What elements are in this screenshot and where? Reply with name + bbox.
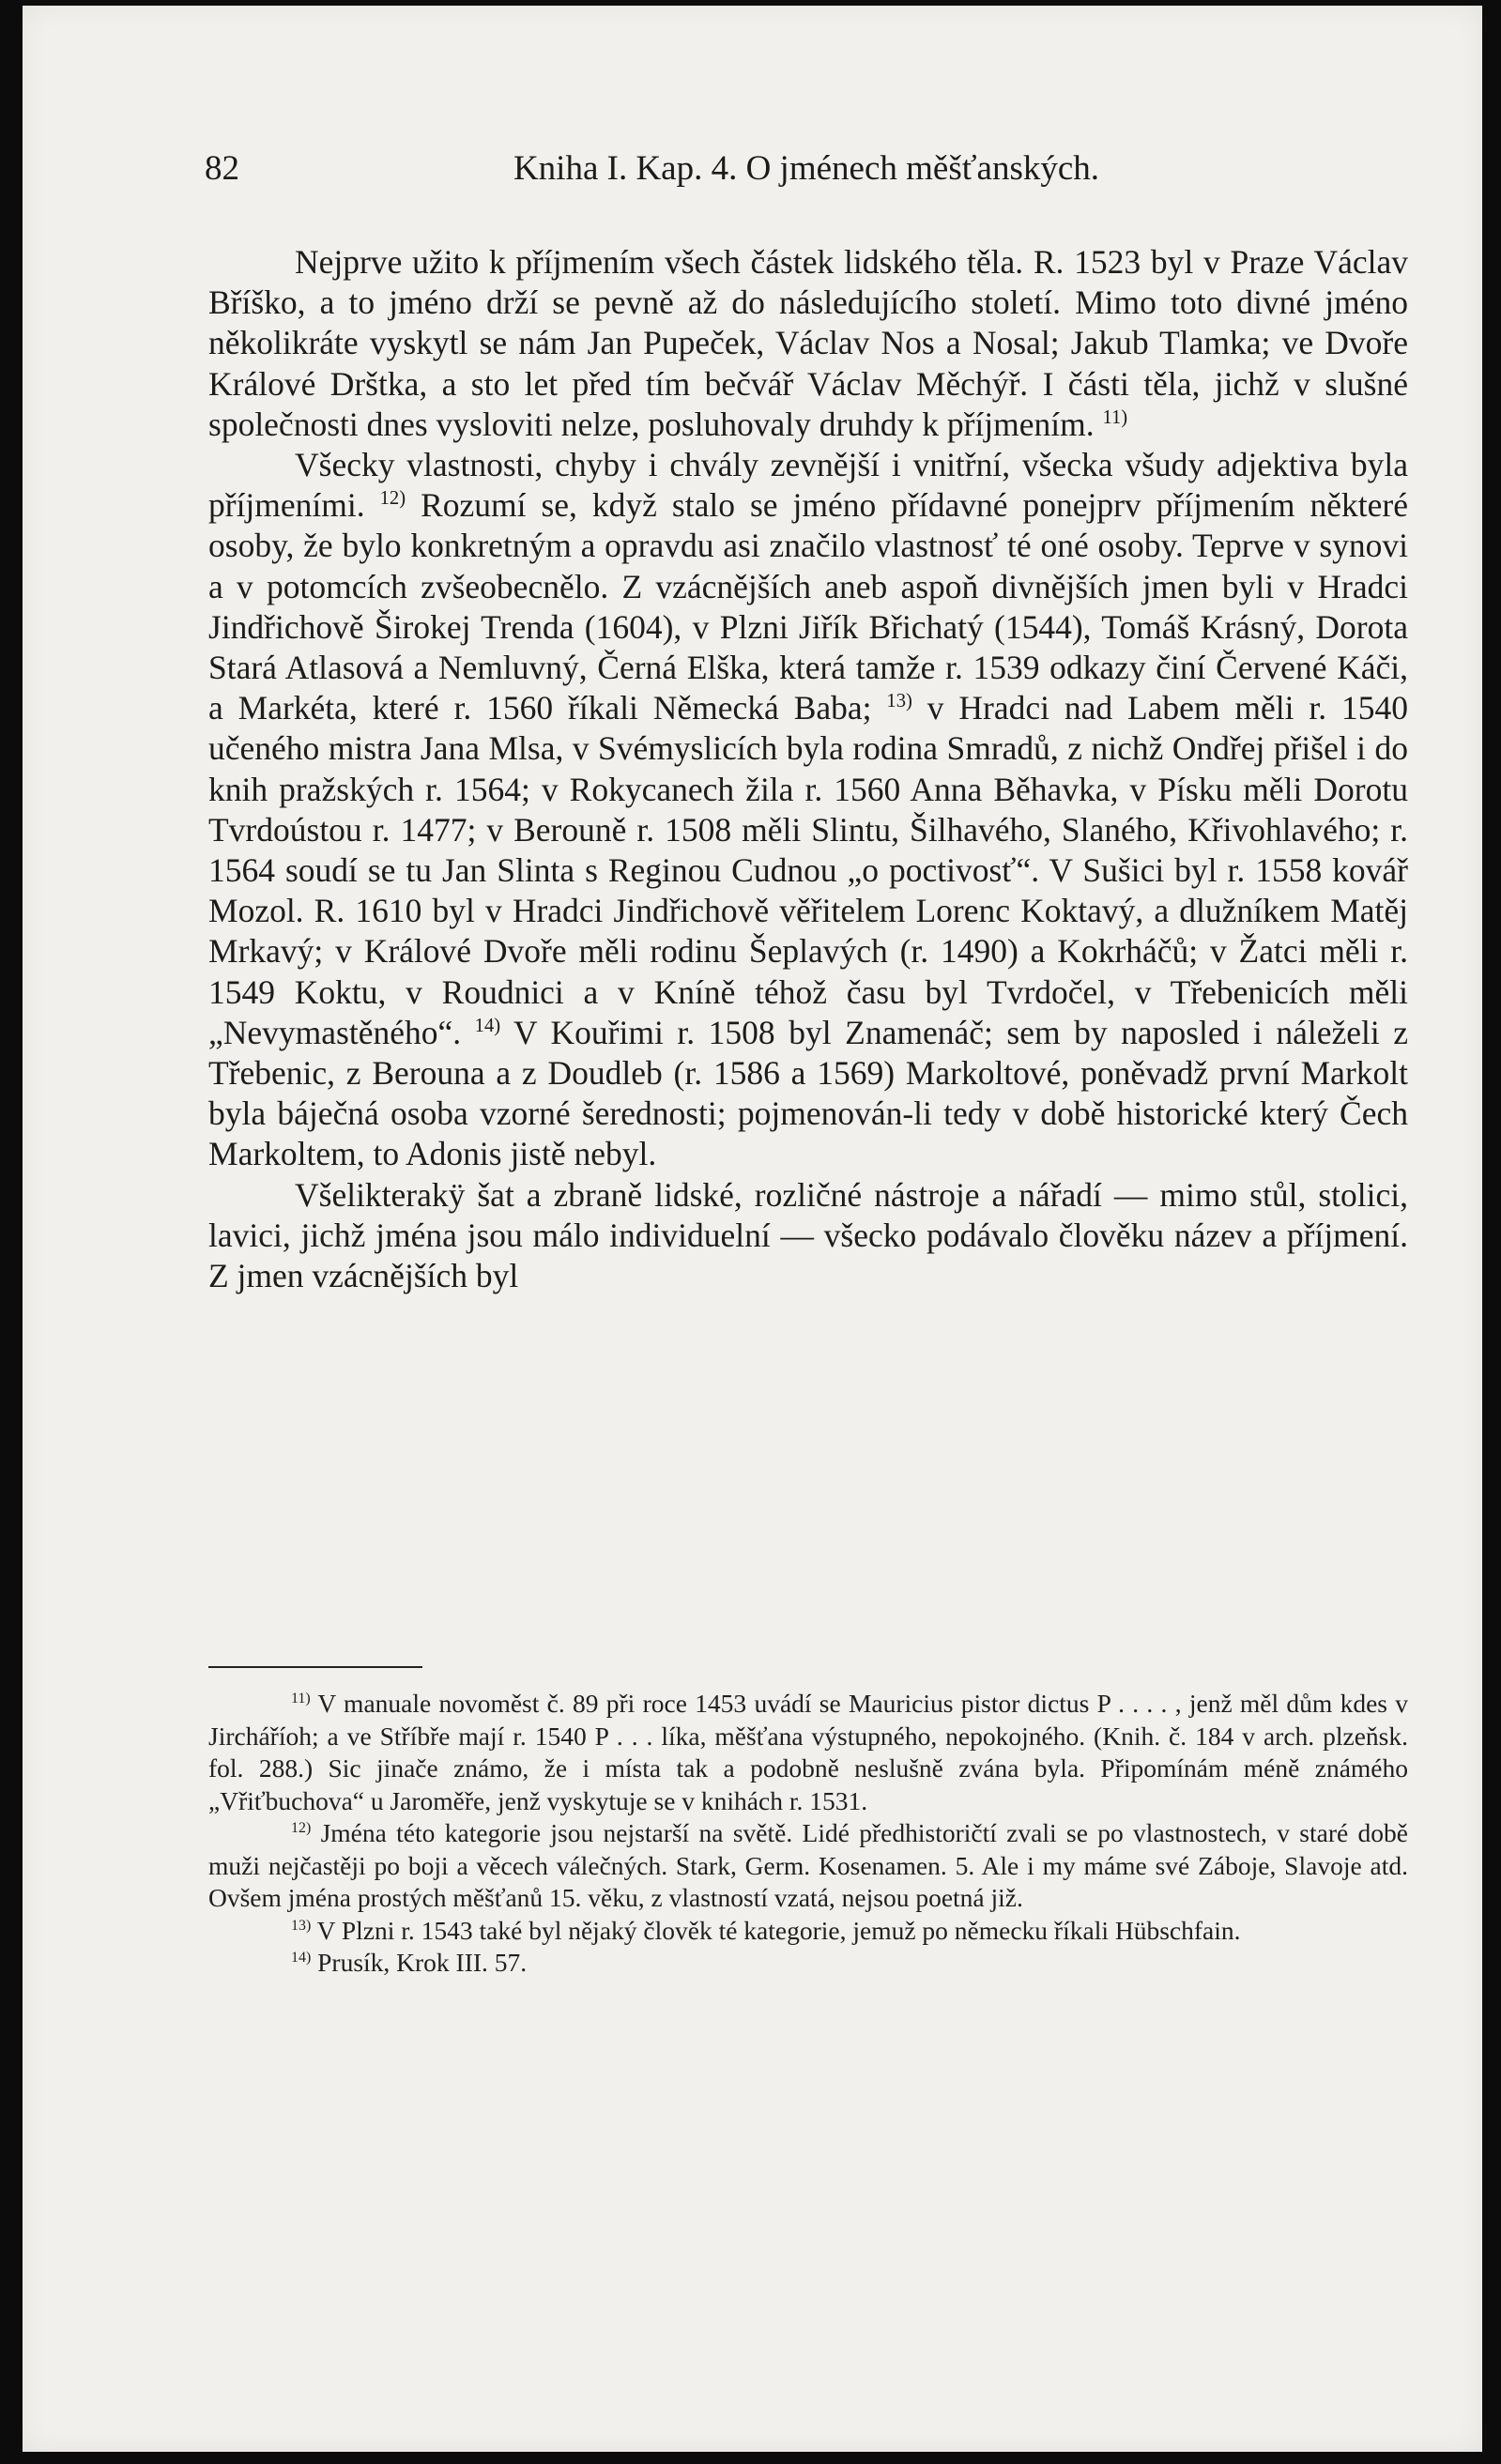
paragraph-text: v Hradci nad Labem měli r. 1540 učeného mistra Jana Mlsa, v Svémyslicích byla rodina Smradů, z nichž Ondřej přišel i do knih pražských r. 1564; v Rokycanech žila r. 1560 Anna Běhavka, v Písku měli Dorotu Tvrdoústou r. 1477; v Berouně r. 1508 měli Slintu, Šilhavého, Slaného, Křivohlavého; r. 1564 soudí se tu Jan Slinta s Reginou Cudnou „o poctivosť“. V Sušici byl r. 1558 kovář Mozol. R. 1610 byl v Hradci Jindřichově věřitelem Lorenc Koktavý, a dlužníkem Matěj Mrkavý; v Králové Dvoře měli rodinu Šeplavých (r. 1490) a Kokrháčů; v Žatci měli r. 1549 Koktu, v Roudnici a v Kníně téhož času byl Tvrdočel, v Třebenicích měli „Nevymastěného“.: [208, 689, 1408, 1051]
footnote-text: Jména této kategorie jsou nejstarší na světě. Lidé předhistoričtí zvali se po vlastnostech, v staré době muži nejčastěji po boji a věcech válečných. Stark, Germ. Kosenamen. 5. Ale i my máme své Záboje, Slavoje atd. Ovšem jména prostých měšťanů 15. věku, z vlastností vzatá, nejsou poetná již.: [208, 1818, 1408, 1912]
footnote-mark: 12): [291, 1819, 312, 1836]
footnote-ref: 12): [379, 488, 406, 510]
paragraph-text: Všecky vlastnosti, chyby i chvály zevnější i vnitřní, všecka všudy adjektiva byla příjmeními.: [208, 446, 1408, 525]
main-text: [208, 242, 1408, 1296]
footnote: [208, 1915, 1408, 1948]
footnote-mark: 11): [291, 1690, 311, 1706]
footnote-divider: [208, 1666, 422, 1668]
footnote-text: V Plzni r. 1543 také byl nějaký člověk té kategorie, jemuž po německu říkali Hübschfain.: [311, 1915, 1241, 1945]
footnote-ref: 11): [1102, 406, 1128, 428]
paragraph-text: Rozumí se, když stalo se jméno přídavné ponejprv příjmením některé osoby, že bylo konkretným a opravdu asi značilo vlastnosť té oné osoby. Teprve v synovi a v potomcích zvšeobecnělo. Z vzácnějších aneb aspoň divnějších jmen byli v Hradci Jindřichově Širokej Trenda (1604), v Plzni Jiřík Břichatý (1544), Tomáš Krásný, Dorota Stará Atlasová a Nemluvný, Černá Elška, která tamže r. 1539 odkazy činí Červené Káči, a Markéta, které r. 1560 říkali Německá Baba;: [208, 486, 1408, 727]
footnote-ref: 13): [886, 691, 912, 712]
footnote-ref: 14): [474, 1016, 501, 1037]
paragraph: [208, 445, 1408, 1175]
footnote: [208, 1688, 1408, 1817]
paragraph: [208, 242, 1408, 445]
page-header: [205, 148, 1408, 195]
paragraph-text: V Kouřimi r. 1508 byl Znamenáč; sem by naposled i náleželi z Třebenic, z Berouna a z Doudleb (r. 1586 a 1569) Markoltové, poněvadž první Markolt byla báječná osoba vzorné šerednosti; pojmenován-li tedy v době historické který Čech Markoltem, to Adonis jistě nebyl.: [208, 1013, 1409, 1173]
page-number: 82: [205, 149, 239, 188]
paragraph: [208, 1175, 1408, 1297]
running-title: Kniha I. Kap. 4. O jménech měšťanských.: [513, 149, 1100, 188]
footnote-text: V manuale novoměst č. 89 při roce 1453 uvádí se Mauricius pistor dictus P . . . . , jenž měl dům kdes v Jircháříoh; a ve Stříbře mají r. 1540 P . . . líka, měšťana výstupného, nepokojného. (Knih. č. 184 v arch. plzeňsk. fol. 288.) Sic jinače známo, že i místa tak a podobně neslušně zvána byla. Připomínám méně známého „Vřiťbuchova“ u Jaroměře, jenž vyskytuje se v knihách r. 1531.: [208, 1689, 1408, 1815]
footnote: [208, 1817, 1408, 1915]
footnote: [208, 1947, 1408, 1980]
footnote-mark: 13): [291, 1917, 312, 1934]
footnote-text: Prusík, Krok III. 57.: [311, 1948, 528, 1977]
paragraph-text: Všelikterakÿ šat a zbraně lidské, rozličné nástroje a nářadí — mimo stůl, stolici, lavici, jichž jména jsou málo individuelní — všecko podávalo člověku název a příjmení. Z jmen vzácnějších byl: [208, 1175, 1408, 1295]
paragraph-text: Nejprve užito k příjmením všech částek lidského těla. R. 1523 byl v Praze Václav Bříško, a to jméno drží se pevně až do následujícího století. Mimo toto divné jméno několikráte vyskytl se nám Jan Pupeček, Václav Nos a Nosal; Jakub Tlamka; ve Dvoře Králové Drštka, a sto let před tím bečvář Václav Měchýř. I části těla, jichž v slušné společnosti dnes vysloviti nelze, posluhovaly druhdy k příjmením.: [208, 243, 1408, 443]
footnote-mark: 14): [291, 1949, 312, 1966]
footnotes: [208, 1688, 1408, 1980]
